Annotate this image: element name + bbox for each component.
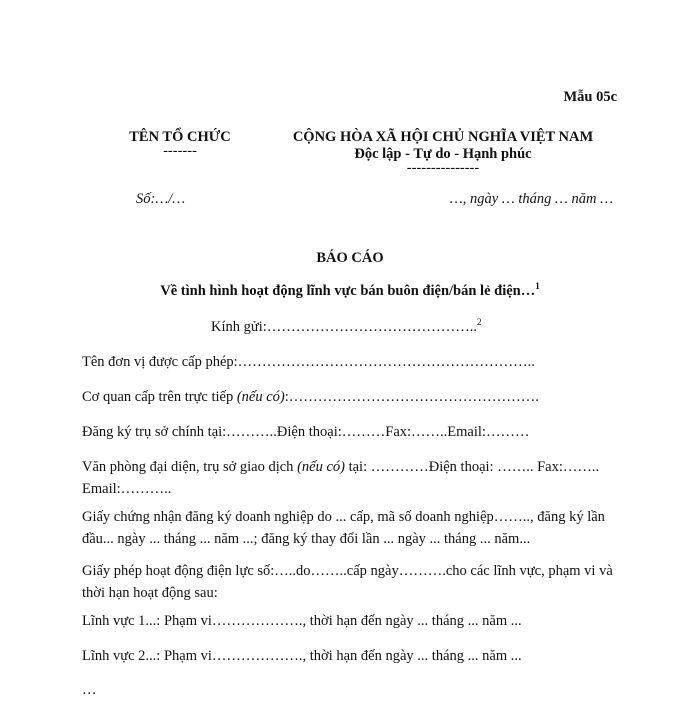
power-license-paragraph: Giấy phép hoạt động điện lực số:…..do……..cấp ngày……….cho các lĩnh vực, phạm vi và thời hạn hoạt động sau:	[82, 563, 613, 601]
superior-agency-line	[82, 386, 617, 408]
form-code: Mẫu 05c	[563, 89, 617, 105]
national-title: CỘNG HÒA XÃ HỘI CHỦ NGHĨA VIỆT NAM	[292, 129, 594, 145]
rep-office-paragraph	[82, 456, 617, 500]
field-1-line: Lĩnh vực 1...: Phạm vi………………., thời hạn đến ngày ... tháng ... năm ...	[82, 613, 522, 629]
superior-agency-label: Cơ quan cấp trên trực tiếp	[82, 389, 237, 405]
head-office-line: Đăng ký trụ sở chính tại:………..Điện thoại:………Fax:……..Email:………	[82, 424, 530, 440]
rep-office-label: Văn phòng đại diện, trụ sở giao dịch	[82, 459, 298, 475]
report-subtitle-text: Về tình hình hoạt động lĩnh vực bán buôn điện/bán lẻ điện…	[160, 283, 536, 299]
superior-agency-fill: :…………………………………………….	[284, 389, 539, 405]
org-block	[105, 129, 255, 160]
licensed-unit-line: Tên đơn vị được cấp phép:……………………………………………………..	[82, 354, 535, 370]
report-subtitle	[0, 283, 700, 300]
national-motto: Độc lập - Tự do - Hạnh phúc	[354, 146, 532, 162]
footnote-marker-2: 2	[477, 317, 482, 328]
superior-agency-optional: (nếu có)	[236, 389, 285, 405]
report-title: BÁO CÁO	[316, 250, 384, 266]
national-block	[262, 129, 624, 177]
org-name: TÊN TỔ CHỨC	[129, 129, 231, 145]
recipient-line	[211, 319, 482, 336]
business-cert-paragraph: Giấy chứng nhận đăng ký doanh nghiệp do ... cấp, mã số doanh nghiệp…….., đăng ký lần đầu... ngày ... tháng ... năm ...; đăng ký thay đổi lần ... ngày ... tháng ... năm...	[82, 509, 605, 547]
continuation-ellipsis: …	[82, 682, 97, 698]
rep-office-fill: tại: …………Điện thoại: …….. Fax:…….. Email:………..	[82, 459, 600, 497]
footnote-marker-1: 1	[535, 281, 540, 292]
field-2-line: Lĩnh vực 2...: Phạm vi………………., thời hạn đến ngày ... tháng ... năm ...	[82, 648, 522, 664]
national-underline: ---------------	[406, 160, 480, 176]
rep-office-optional: (nếu có)	[297, 459, 345, 475]
org-underline: -------	[163, 143, 197, 159]
recipient-text: Kính gửi:……………………………………..	[211, 319, 478, 335]
document-date: …, ngày … tháng … năm …	[449, 191, 613, 207]
document-number: Số:…/…	[136, 191, 186, 207]
